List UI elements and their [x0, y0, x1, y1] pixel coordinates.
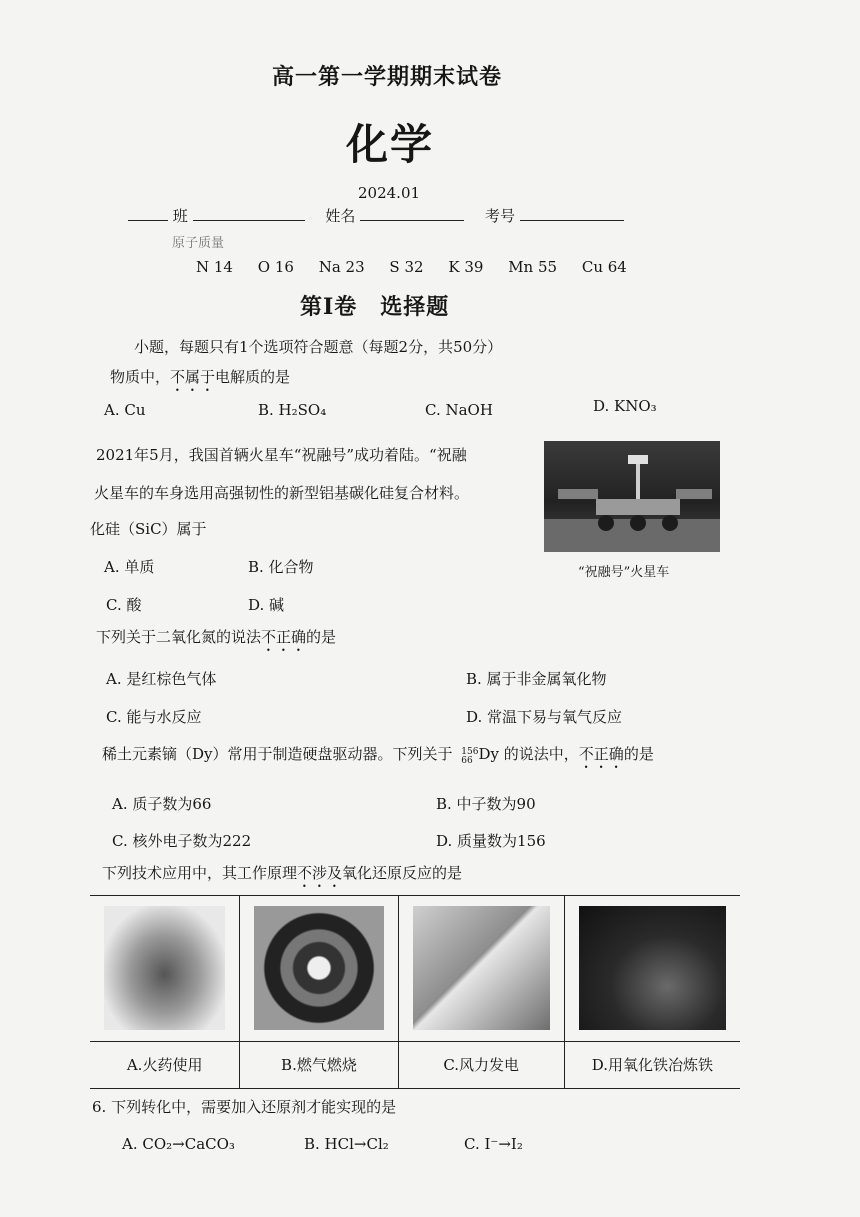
atomic-mass-row — [196, 258, 627, 276]
mars-rover-icon — [544, 441, 720, 552]
atomic-mass-k: K 39 — [448, 258, 484, 276]
q4-option-d[interactable]: D. 质量数为156 — [436, 832, 546, 850]
q5-stem-suffix: 氧化还原反应的是 — [342, 864, 463, 882]
q2-option-c[interactable]: C. 酸 — [106, 596, 142, 614]
exam-no-label: 考号 — [484, 207, 515, 225]
q5-cell-d[interactable] — [565, 896, 740, 1088]
student-info-row — [128, 205, 624, 226]
gunpowder-photo — [104, 906, 225, 1030]
q4-stem-suffix: 的是 — [623, 745, 654, 763]
q2-stem-line2: 火星车的车身选用高强韧性的新型铝基碳化硅复合材料。 — [94, 484, 470, 502]
q2-option-a[interactable]: A. 单质 — [104, 558, 155, 576]
q1-option-d[interactable]: D. KNO₃ — [593, 397, 657, 415]
q6-stem — [92, 1096, 396, 1117]
q2-option-b[interactable]: B. 化合物 — [248, 558, 314, 576]
q5-options-table — [90, 895, 740, 1089]
isotope-symbol: Dy — [478, 745, 499, 763]
q4-option-a[interactable]: A. 质子数为66 — [112, 795, 212, 813]
atomic-mass-s: S 32 — [389, 258, 424, 276]
q3-option-a[interactable]: A. 是红棕色气体 — [106, 670, 217, 688]
q6-stem-text: 下列转化中，需要加入还原剂才能实现的是 — [111, 1098, 397, 1116]
q5-option-b[interactable]: B.燃气燃烧 — [240, 1041, 397, 1088]
q4-stem-emphasis: 不正确 — [578, 745, 624, 763]
wind-turbine-photo — [413, 906, 550, 1030]
section-title: 第Ⅰ卷 选择题 — [300, 294, 450, 320]
q6-option-a[interactable]: A. CO₂→CaCO₃ — [122, 1135, 235, 1153]
class-blank[interactable] — [193, 206, 305, 221]
mars-rover-caption: “祝融号”火星车 — [578, 565, 670, 580]
q2-option-d[interactable]: D. 碱 — [248, 596, 285, 614]
q4-stem — [102, 743, 654, 772]
q1-option-b[interactable]: B. H₂SO₄ — [258, 401, 327, 419]
mars-rover-photo — [544, 441, 720, 552]
q5-stem-prefix: 下列技术应用中，其工作原理 — [102, 864, 298, 882]
q6-number: 6. — [92, 1098, 107, 1116]
atomic-mass-na: Na 23 — [318, 258, 365, 276]
q4-option-b[interactable]: B. 中子数为90 — [436, 795, 536, 813]
q1-stem-emphasis: 不属于 — [170, 368, 216, 386]
q1-stem — [110, 366, 290, 395]
q3-option-d[interactable]: D. 常温下易与氧气反应 — [466, 708, 623, 726]
q1-stem-prefix: 物质中， — [110, 368, 171, 386]
q5-option-c[interactable]: C.风力发电 — [399, 1041, 564, 1088]
q1-stem-suffix: 电解质的是 — [215, 368, 291, 386]
exam-date: 2024.01 — [358, 184, 421, 202]
q3-stem-emphasis: 不正确 — [261, 628, 307, 646]
q4-option-c[interactable]: C. 核外电子数为222 — [112, 832, 252, 850]
q2-stem-line1: 2021年5月，我国首辆火星车“祝融号”成功着陆。“祝融 — [96, 446, 467, 464]
isotope-atomic-number: 66 — [461, 756, 473, 766]
q2-stem-line3: 化硅（SiC）属于 — [90, 520, 207, 538]
grade-blank[interactable] — [128, 206, 168, 221]
isotope-mass-number: 156 — [461, 747, 479, 757]
q5-stem-emphasis: 不涉及 — [297, 864, 343, 882]
q3-stem — [96, 626, 336, 655]
q6-option-b[interactable]: B. HCl→Cl₂ — [304, 1135, 389, 1153]
q5-stem — [102, 862, 462, 891]
q3-option-c[interactable]: C. 能与水反应 — [106, 708, 202, 726]
iron-smelting-photo — [579, 906, 726, 1030]
name-label: 姓名 — [325, 207, 356, 225]
name-blank[interactable] — [360, 206, 464, 221]
q3-stem-prefix: 下列关于二氧化氮的说法 — [96, 628, 262, 646]
q5-option-d[interactable]: D.用氧化铁冶炼铁 — [565, 1041, 740, 1088]
exam-title: 高一第一学期期末试卷 — [272, 64, 503, 90]
q5-option-a[interactable]: A.火药使用 — [90, 1041, 239, 1088]
section-instruction: 小题，每题只有1个选项符合题意（每题2分，共50分） — [134, 338, 503, 356]
q4-stem-mid: 的说法中， — [503, 745, 579, 763]
q1-option-c[interactable]: C. NaOH — [425, 401, 493, 419]
q5-cell-b[interactable] — [240, 896, 398, 1088]
q3-option-b[interactable]: B. 属于非金属氧化物 — [466, 670, 607, 688]
atomic-mass-label: 原子质量 — [172, 236, 225, 251]
isotope-numbers — [461, 748, 478, 766]
atomic-mass-cu: Cu 64 — [581, 258, 627, 276]
gas-burner-photo — [254, 906, 383, 1030]
exam-no-blank[interactable] — [520, 206, 624, 221]
q1-option-a[interactable]: A. Cu — [104, 401, 146, 419]
atomic-mass-n: N 14 — [196, 258, 233, 276]
q3-stem-suffix: 的是 — [306, 628, 337, 646]
q4-stem-prefix: 稀土元素镝（Dy）常用于制造硬盘驱动器。下列关于 — [102, 745, 453, 763]
q5-cell-c[interactable] — [399, 896, 565, 1088]
q6-option-c[interactable]: C. I⁻→I₂ — [464, 1135, 523, 1153]
class-label: 班 — [172, 207, 188, 225]
subject-title: 化学 — [346, 120, 435, 169]
atomic-mass-mn: Mn 55 — [508, 258, 558, 276]
atomic-mass-o: O 16 — [257, 258, 294, 276]
q5-cell-a[interactable] — [90, 896, 240, 1088]
